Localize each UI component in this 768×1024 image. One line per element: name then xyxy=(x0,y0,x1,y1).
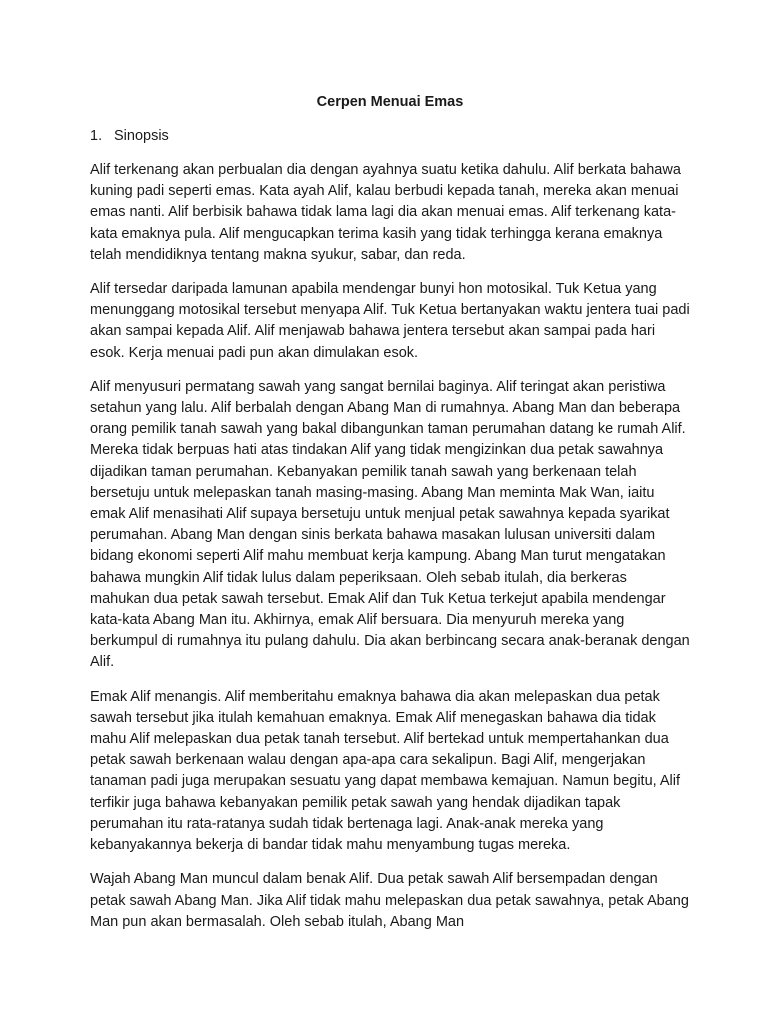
section-heading xyxy=(90,126,690,146)
paragraph-5: Wajah Abang Man muncul dalam benak Alif. Dua petak sawah Alif bersempadan dengan petak sawah Abang Man. Jika Alif tidak mahu melepaskan dua petak sawahnya, petak Abang Man pun akan bermasalah. Oleh sebab itulah, Abang Man xyxy=(90,871,689,930)
document-title: Cerpen Menuai Emas xyxy=(316,94,464,110)
paragraph-4: Emak Alif menangis. Alif memberitahu emaknya bahawa dia akan melepaskan dua petak sawah tersebut jika itulah kemahuan emaknya. Emak Alif menegaskan bahawa dia tidak mahu Alif melepaskan dua petak tanah tersebut. Alif bertekad untuk mempertahankan dua petak sawah berkenaan walau dengan apa-apa cara sekalipun. Bagi Alif, mengerjakan tanaman padi juga merupakan sesuatu yang dapat membawa kemajuan. Namun begitu, Alif terfikir juga bahawa kebanyakan pemilik petak sawah yang hendak dijadikan tapak perumahan itu rata-ratanya sudah tidak bertenaga lagi. Anak-anak mereka yang kebanyakannya bekerja di bandar tidak mahu menyambung tugas mereka. xyxy=(90,688,681,854)
document-content xyxy=(90,92,690,946)
paragraph-1: Alif terkenang akan perbualan dia dengan ayahnya suatu ketika dahulu. Alif berkata bahawa kuning padi seperti emas. Kata ayah Alif, kalau berbudi kepada tanah, mereka akan menuai emas nanti. Alif berbisik bahawa tidak lama lagi dia akan menuai emas. Alif terkenang kata-kata emaknya pula. Alif mengucapkan terima kasih yang tidak terhingga kerana emaknya telah mendidiknya tentang makna syukur, sabar, dan reda. xyxy=(90,162,681,263)
section-number: 1. xyxy=(90,128,103,144)
paragraph-2: Alif tersedar daripada lamunan apabila mendengar bunyi hon motosikal. Tuk Ketua yang menunggang motosikal tersebut menyapa Alif. Tuk Ketua bertanyakan waktu jentera tuai padi akan sampai kepada Alif. Alif menjawab bahawa jentera tersebut akan sampai pada hari esok. Kerja menuai padi pun akan dimulakan esok. xyxy=(90,281,690,361)
section-heading-text: Sinopsis xyxy=(114,128,169,144)
paragraph-3: Alif menyusuri permatang sawah yang sangat bernilai baginya. Alif teringat akan peristiwa setahun yang lalu. Alif berbalah dengan Abang Man di rumahnya. Abang Man dan beberapa orang pemilik tanah sawah yang bakal dibangunkan taman perumahan datang ke rumah Alif. Mereka tidak berpuas hati atas tindakan Alif yang tidak mengizinkan dua petak sawahnya dijadikan taman perumahan. Kebanyakan pemilik tanah sawah yang berkenaan telah bersetuju untuk melepaskan tanah masing-masing. Abang Man meminta Mak Wan, iaitu emak Alif menasihati Alif supaya bersetuju untuk menjual petak sawahnya kepada syarikat perumahan. Abang Man dengan sinis berkata bahawa masakan lulusan universiti dalam bidang ekonomi seperti Alif mahu membuat kerja kampung. Abang Man turut mengatakan bahawa mungkin Alif tidak lulus dalam peperiksaan. Oleh sebab itulah, dia berkeras mahukan dua petak sawah tersebut. Emak Alif dan Tuk Ketua terkejut apabila mendengar kata-kata Abang Man itu. Akhirnya, emak Alif bersuara. Dia menyuruh mereka yang berkumpul di rumahnya itu pulang dahulu. Dia akan berbincang secara anak-beranak dengan Alif. xyxy=(90,378,690,671)
